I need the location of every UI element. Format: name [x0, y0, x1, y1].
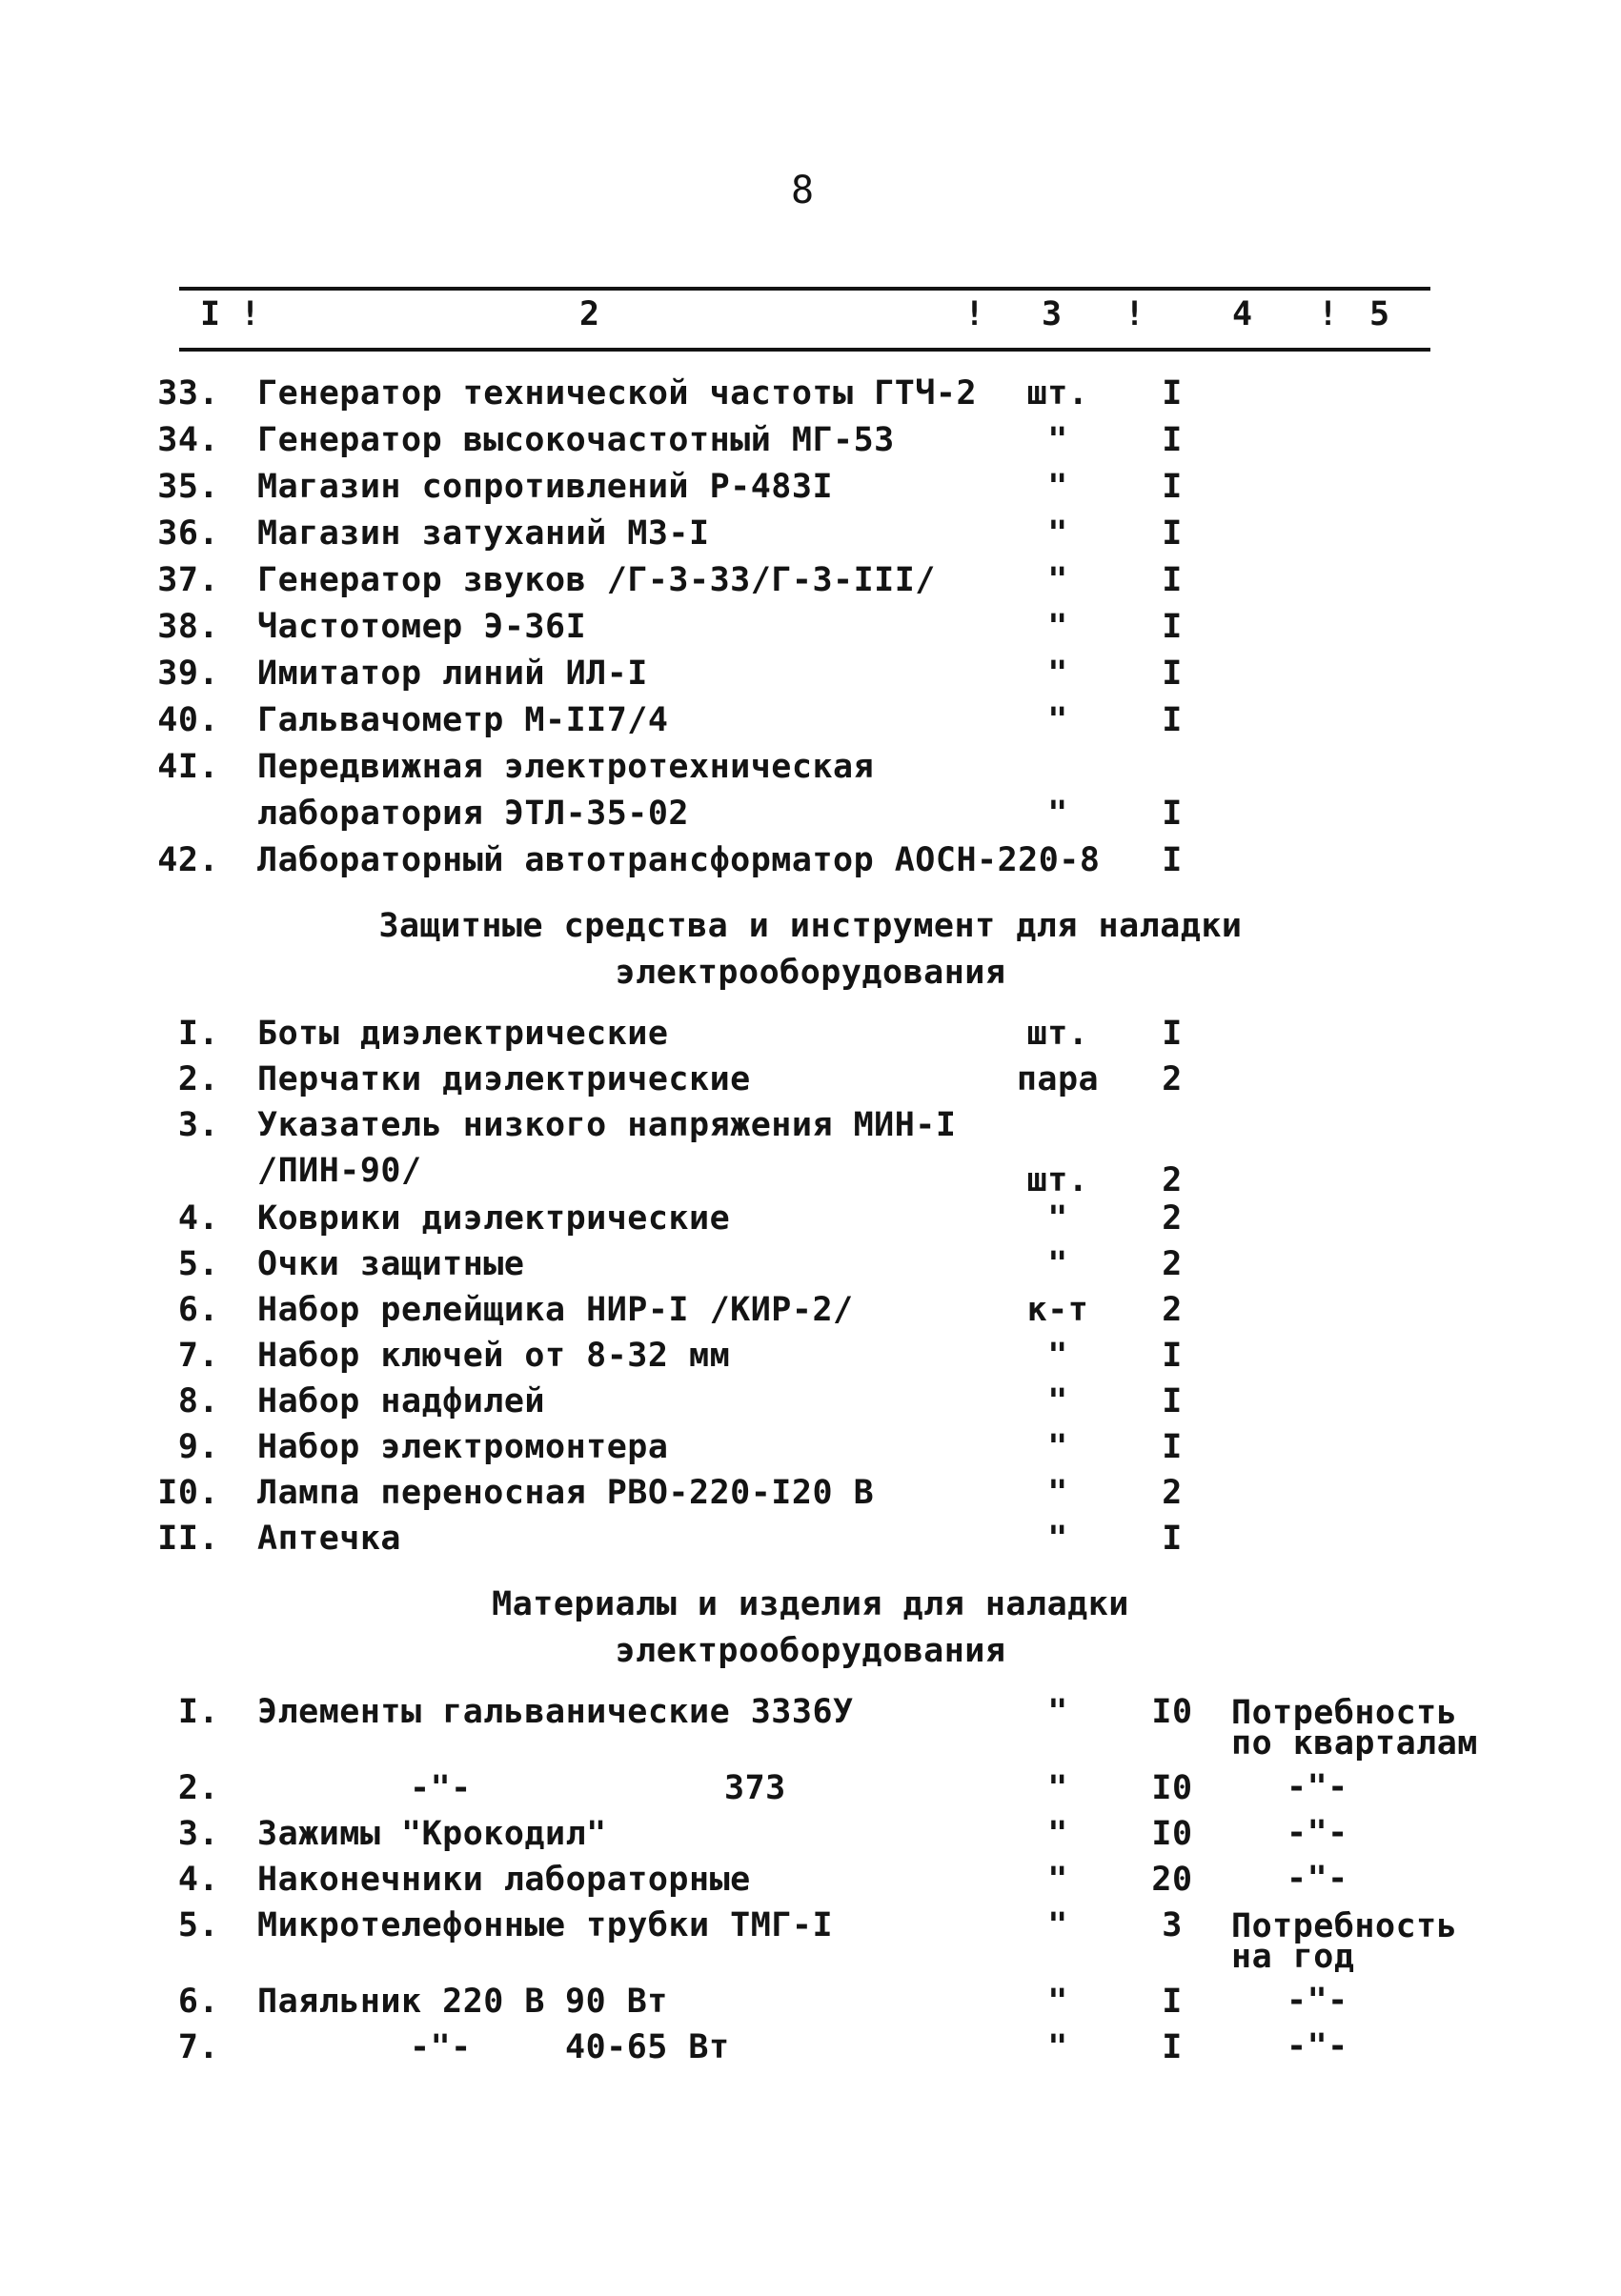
- item-name: Аптечка: [257, 1520, 402, 1558]
- item-number: 6.: [177, 1291, 219, 1329]
- item-unit: ": [1047, 1428, 1068, 1466]
- list-item: [0, 421, 1621, 470]
- list-item: [0, 1382, 1621, 1431]
- list-item: [0, 374, 1621, 423]
- header-sep: !: [240, 295, 261, 333]
- item-number: 40.: [157, 701, 219, 739]
- item-note-line2: на год: [1231, 1938, 1355, 1976]
- list-item: [0, 1814, 1621, 1863]
- item-unit: ": [1047, 561, 1068, 599]
- item-unit: шт.: [1026, 374, 1089, 413]
- header-col2: 2: [579, 295, 600, 333]
- list-item: [0, 2027, 1621, 2077]
- list-item-continuation: [0, 797, 1621, 843]
- item-name: Генератор звуков /Г-3-33/Г-3-III/: [257, 561, 936, 599]
- item-name: Генератор высокочастотный МГ-53: [257, 421, 895, 459]
- item-unit: ": [1047, 1382, 1068, 1420]
- item-number: 7.: [177, 2028, 219, 2066]
- item-name: Лабораторный автотрансформатор АОСН-220-8: [257, 841, 1101, 879]
- item-name: Имитатор линий ИЛ-I: [257, 655, 648, 693]
- list-item: [0, 1060, 1621, 1109]
- item-name: Набор релейщика НИР-I /КИР-2/: [257, 1291, 854, 1329]
- item-unit: ": [1047, 421, 1068, 459]
- item-number: 2.: [177, 1769, 219, 1807]
- section-heading: Защитные средства и инструмент для наладки: [378, 907, 1243, 945]
- item-quantity: I: [1162, 561, 1183, 599]
- list-item: [0, 701, 1621, 750]
- header-col5: 5: [1369, 295, 1390, 333]
- item-number: 2.: [177, 1060, 219, 1098]
- section-heading: Материалы и изделия для наладки: [492, 1585, 1129, 1623]
- item-quantity: I: [1162, 1520, 1183, 1558]
- item-quantity: I: [1162, 468, 1183, 506]
- section-heading-line2: электрооборудования: [615, 954, 1006, 992]
- list-item: [0, 1693, 1621, 1762]
- header-col4: 4: [1232, 295, 1253, 333]
- item-name: Набор электромонтера: [257, 1428, 669, 1466]
- item-quantity: I: [1162, 421, 1183, 459]
- item-number: 4I.: [157, 748, 219, 786]
- item-name: Набор ключей от 8-32 мм: [257, 1337, 731, 1375]
- list-item: [0, 1428, 1621, 1477]
- item-number: I.: [177, 1015, 219, 1053]
- list-item: [0, 608, 1621, 656]
- item-name: Очки защитные: [257, 1245, 525, 1283]
- item-note: -"-: [1287, 1768, 1348, 1806]
- item-name: Лампа переносная РВО-220-I20 В: [257, 1474, 875, 1512]
- item-name: Гальвачометр М-II7/4: [257, 701, 669, 739]
- item-unit: ": [1047, 468, 1068, 506]
- item-name: Коврики диэлектрические: [257, 1199, 731, 1238]
- item-quantity: 2: [1162, 1245, 1183, 1283]
- item-number: 5.: [177, 1906, 219, 1944]
- item-unit: ": [1047, 795, 1068, 833]
- item-spec: 90 Вт: [565, 1983, 668, 2021]
- item-unit: ": [1047, 1769, 1068, 1807]
- item-unit: шт.: [1026, 1015, 1089, 1053]
- item-quantity: 2: [1162, 1161, 1183, 1199]
- item-name: Генератор технической частоты ГТЧ-2: [257, 374, 978, 413]
- item-quantity: I: [1162, 701, 1183, 739]
- item-number: 6.: [177, 1983, 219, 2021]
- item-quantity: I0: [1151, 1815, 1193, 1853]
- item-quantity: 3: [1162, 1906, 1183, 1944]
- item-number: 8.: [177, 1382, 219, 1420]
- header-col3: 3: [1042, 295, 1063, 333]
- item-number: 39.: [157, 655, 219, 693]
- list-item: [0, 1291, 1621, 1339]
- item-name: Магазин затуханий МЗ-I: [257, 514, 710, 553]
- item-number: 35.: [157, 468, 219, 506]
- item-number: 4.: [177, 1199, 219, 1238]
- item-note: Потребность: [1231, 1694, 1458, 1732]
- item-number: I0.: [157, 1474, 219, 1512]
- list-item: [0, 1199, 1621, 1248]
- list-item: [0, 514, 1621, 563]
- item-quantity: I: [1162, 655, 1183, 693]
- item-unit: ": [1047, 2028, 1068, 2066]
- item-note: -"-: [1287, 1982, 1348, 2020]
- item-quantity: 2: [1162, 1199, 1183, 1238]
- item-quantity: I: [1162, 1015, 1183, 1053]
- item-unit: ": [1047, 1815, 1068, 1853]
- item-number: 36.: [157, 514, 219, 553]
- item-unit: шт.: [1026, 1161, 1089, 1199]
- list-item: [0, 1017, 1621, 1063]
- item-quantity: I0: [1151, 1769, 1193, 1807]
- item-note: Потребность: [1231, 1907, 1458, 1945]
- item-quantity: 2: [1162, 1060, 1183, 1098]
- item-name: Боты диэлектрические: [257, 1015, 669, 1053]
- item-spec: 373: [724, 1769, 786, 1807]
- list-item-continuation: [0, 1152, 1621, 1200]
- item-quantity: I: [1162, 841, 1183, 879]
- item-unit: ": [1047, 1199, 1068, 1238]
- item-quantity: I0: [1151, 1693, 1193, 1731]
- item-number: 37.: [157, 561, 219, 599]
- item-quantity: I: [1162, 1382, 1183, 1420]
- page-number: 8: [791, 169, 815, 212]
- list-item: [0, 657, 1621, 703]
- list-item: [0, 1245, 1621, 1294]
- section-heading-line2: электрооборудования: [615, 1632, 1006, 1670]
- item-ditto: -"-: [410, 1769, 472, 1807]
- item-number: 5.: [177, 1245, 219, 1283]
- item-number: 7.: [177, 1337, 219, 1375]
- list-item: [0, 1339, 1621, 1385]
- item-name: Микротелефонные трубки ТМГ-I: [257, 1906, 834, 1944]
- item-name: Передвижная электротехническая: [257, 748, 875, 786]
- item-unit: ": [1047, 701, 1068, 739]
- item-unit: ": [1047, 1983, 1068, 2021]
- item-name: Набор надфилей: [257, 1382, 546, 1420]
- list-item: [0, 1860, 1621, 1909]
- item-quantity: I: [1162, 1983, 1183, 2021]
- list-item: [0, 1768, 1621, 1818]
- item-name-continued: /ПИН-90/: [257, 1152, 422, 1190]
- item-name: Наконечники лабораторные: [257, 1861, 751, 1899]
- list-item: [0, 561, 1621, 610]
- item-unit: ": [1047, 514, 1068, 553]
- list-item: [0, 1906, 1621, 1976]
- item-unit: ": [1047, 1861, 1068, 1899]
- header-bottom-rule: [179, 348, 1430, 352]
- header-col1: I: [200, 295, 221, 333]
- list-item: [0, 1982, 1621, 2031]
- item-unit: ": [1047, 1245, 1068, 1283]
- list-item: [0, 1474, 1621, 1522]
- item-quantity: I: [1162, 795, 1183, 833]
- item-unit: ": [1047, 655, 1068, 693]
- item-note: -"-: [1287, 1860, 1348, 1898]
- item-unit: ": [1047, 1337, 1068, 1375]
- item-note: -"-: [1287, 2027, 1348, 2065]
- item-number: 3.: [177, 1106, 219, 1144]
- item-quantity: I: [1162, 374, 1183, 413]
- item-name: Частотомер Э-36I: [257, 608, 587, 646]
- item-unit: ": [1047, 1906, 1068, 1944]
- item-name: Элементы гальванические 3336У: [257, 1693, 854, 1731]
- item-note: -"-: [1287, 1814, 1348, 1852]
- item-number: 38.: [157, 608, 219, 646]
- item-unit: ": [1047, 1474, 1068, 1512]
- item-note-line2: по кварталам: [1231, 1724, 1478, 1762]
- item-name: Паяльник 220 В: [257, 1983, 546, 2021]
- item-number: 33.: [157, 374, 219, 413]
- item-number: I.: [177, 1693, 219, 1731]
- list-item: [0, 841, 1621, 890]
- item-quantity: I: [1162, 1428, 1183, 1466]
- item-unit: ": [1047, 1693, 1068, 1731]
- header-sep: !: [1125, 295, 1145, 333]
- list-item: [0, 468, 1621, 516]
- header-sep: !: [1318, 295, 1339, 333]
- item-quantity: I: [1162, 2028, 1183, 2066]
- item-number: 9.: [177, 1428, 219, 1466]
- item-unit: ": [1047, 1520, 1068, 1558]
- list-item: [0, 1522, 1621, 1568]
- header-top-rule: [179, 287, 1430, 291]
- item-number: 42.: [157, 841, 219, 879]
- item-quantity: I: [1162, 514, 1183, 553]
- item-number: 34.: [157, 421, 219, 459]
- item-quantity: 2: [1162, 1291, 1183, 1329]
- item-unit: пара: [1016, 1060, 1100, 1098]
- item-name: Зажимы "Крокодил": [257, 1815, 607, 1853]
- list-item: [0, 748, 1621, 796]
- header-sep: !: [964, 295, 985, 333]
- item-quantity: I: [1162, 1337, 1183, 1375]
- item-quantity: 20: [1151, 1861, 1193, 1899]
- item-number: II.: [157, 1520, 219, 1558]
- item-quantity: 2: [1162, 1474, 1183, 1512]
- item-number: 4.: [177, 1861, 219, 1899]
- item-number: 3.: [177, 1815, 219, 1853]
- item-ditto: -"-: [410, 2028, 472, 2066]
- list-item: [0, 1106, 1621, 1155]
- item-unit: ": [1047, 608, 1068, 646]
- item-name: Перчатки диэлектрические: [257, 1060, 751, 1098]
- item-quantity: I: [1162, 608, 1183, 646]
- item-unit: к-т: [1026, 1291, 1089, 1329]
- item-name: Магазин сопротивлений Р-483I: [257, 468, 834, 506]
- item-spec: 40-65 Вт: [565, 2028, 730, 2066]
- item-name-continued: лаборатория ЭТЛ-35-02: [257, 795, 690, 833]
- item-name: Указатель низкого напряжения МИН-I: [257, 1106, 957, 1144]
